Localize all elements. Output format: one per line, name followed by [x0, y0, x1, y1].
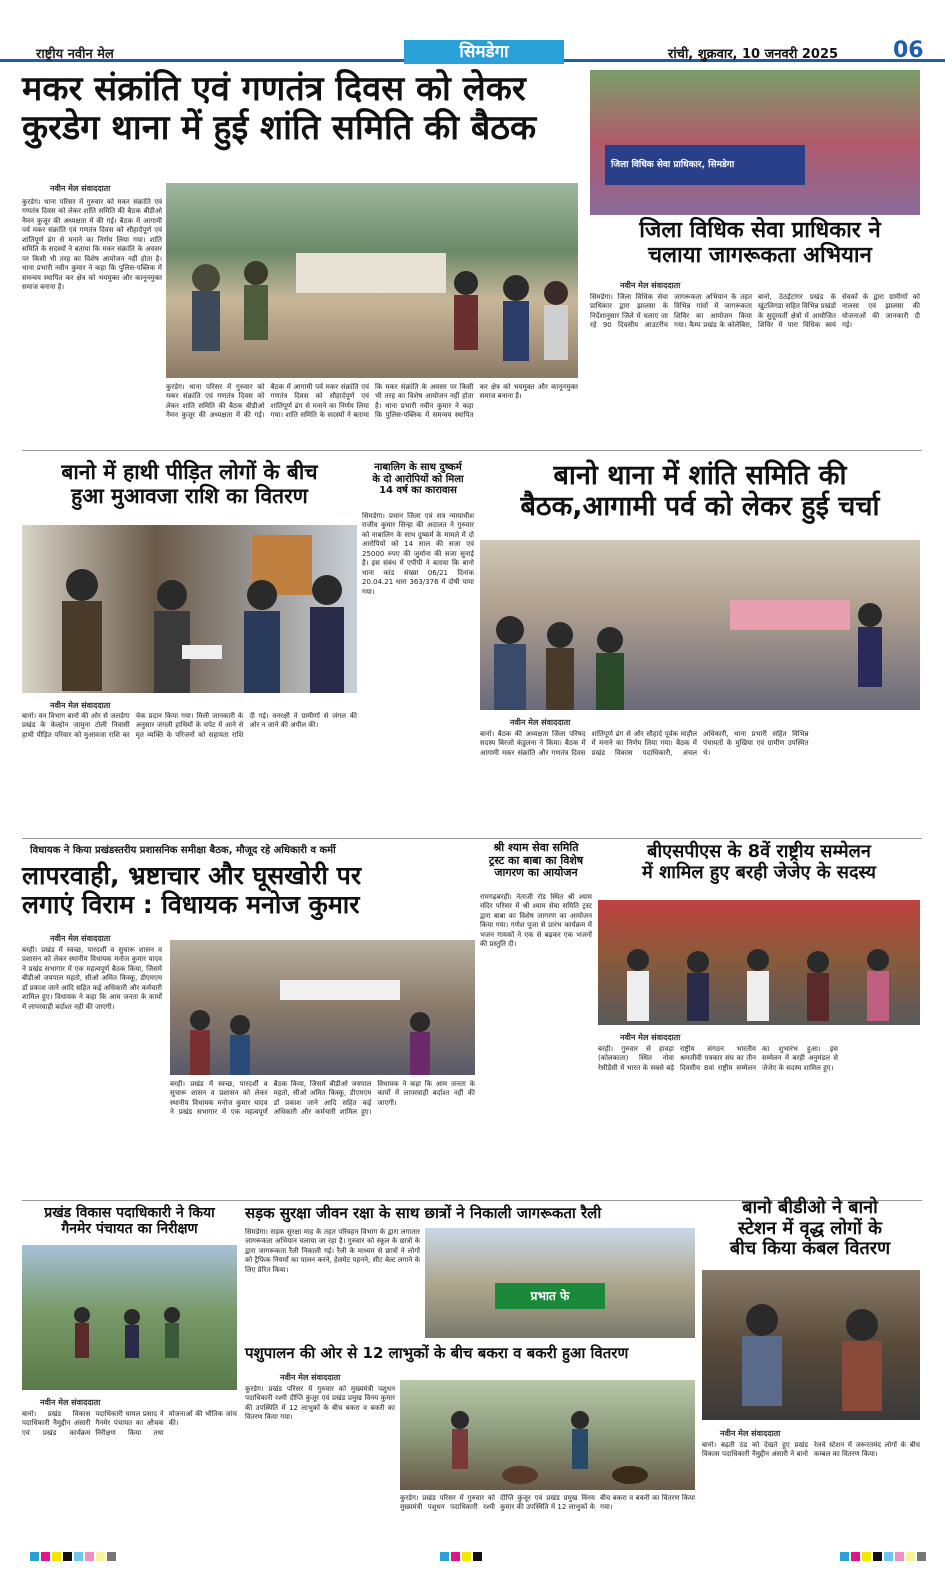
- kambal-photo: [702, 1270, 920, 1420]
- nabalig-headline-line3: 14 वर्ष का कारावास: [379, 485, 457, 496]
- bsps-headline-line2: में शामिल हुए बरही जेजेए के सदस्य: [642, 861, 876, 883]
- bano-hathi-headline-line2: हुआ मुआवजा राशि का वितरण: [71, 484, 308, 509]
- bano-shanti-photo: [480, 540, 920, 710]
- vidhik-body: सिमडेगा। जिला विधिक सेवा प्राधिकार द्वारा झालसा के निर्देशानुसार जिले में चलाए जा रहे 90 दिवसीय आउटरीच जागरूकता अभियान के तहत विभिन्न गांवों में जागरूकता शिविर का आयोजन किया गया। कैम्प प्रखंड के कोलेबिरा, बानो, ठेठईटांगर प्रखंड के खुंटलिगडा सहित विभिन्न प्रखंडों के सुदूरवर्ती क्षेत्रों में आयोजित शिविर में पारा विधिक स्वयं सेवकों के द्वारा ग्रामीणों को नालसा एवं झालसा की योजनाओं की जानकारी दी गई।: [590, 293, 920, 330]
- sadak-headline: सड़क सुरक्षा जीवन रक्षा के साथ छात्रों ने निकाली जागरूकता रैली: [245, 1204, 602, 1222]
- divider: [22, 450, 922, 451]
- sadak-photo: [425, 1228, 695, 1338]
- color-swatch: [862, 1552, 871, 1561]
- kurdeg-byline: नवीन मेल संवाददाता: [50, 184, 111, 193]
- gainmer-headline-line1: प्रखंड विकास पदाधिकारी ने किया: [44, 1205, 215, 1221]
- vidhayak-headline-line2: लगाएं विराम : विधायक मनोज कुमार: [22, 889, 360, 919]
- vidhik-headline: [600, 218, 920, 269]
- pashupalan-body-cont: कुरडेग। प्रखंड परिसर में गुरुवार को मुख्यमंत्री पशुधन पदाधिकारी रश्मी दीप्ति कुंजूर एवं प्रखंड प्रमुख विनय कुमार की उपस्थिति में 12 लाभुकों के बीच बकरा व बकरी का वितरण किया गया।: [400, 1494, 695, 1512]
- pashupalan-photo: [400, 1380, 695, 1490]
- sant-headline-line3: जागरण का आयोजन: [494, 866, 578, 880]
- bano-shanti-byline: नवीन मेल संवाददाता: [510, 718, 571, 727]
- dateline: रांची, शुक्रवार, 10 जनवरी 2025: [668, 47, 839, 62]
- kurdeg-headline-line1: मकर संक्रांति एवं गणतंत्र दिवस को लेकर: [22, 69, 526, 109]
- pashupalan-headline: पशुपालन की ओर से 12 लाभुकों के बीच बकरा व बकरी हुआ वितरण: [245, 1344, 629, 1362]
- vidhayak-byline: नवीन मेल संवाददाता: [50, 934, 111, 943]
- color-swatch: [63, 1552, 72, 1561]
- kambal-headline-line1: बानो बीडीओ ने बानो: [742, 1197, 878, 1218]
- color-swatch: [30, 1552, 39, 1561]
- color-swatch: [840, 1552, 849, 1561]
- bano-shanti-headline-line2: बैठक,आगामी पर्व को लेकर हुई चर्चा: [520, 491, 880, 523]
- vidhayak-body-cont: बरही। प्रखंड में स्वच्छ, पारदर्शी व सुचारू शासन व प्रशासन को लेकर स्थानीय विधायक मनोज कुमार यादव ने प्रखंड सभागार में एक महत्वपूर्ण बैठक किया, जिसमें बीडीओ जयपाल महतो, सीओ अमित किस्कू, डीएमएम डॉ प्रकाश जाने आदि सहित कई अधिकारी और कर्मचारी शामिल हुए। विधायक ने कहा कि आम जनता के कार्यों में लापरवाही बर्दाश्त नहीं की जाएगी।: [170, 1080, 475, 1117]
- gainmer-headline-line2: गैनमेर पंचायत का निरीक्षण: [61, 1221, 198, 1238]
- divider: [22, 838, 922, 839]
- kambal-headline: [700, 1198, 920, 1260]
- kambal-headline-line2: स्टेशन में वृद्ध लोगों के: [737, 1217, 882, 1239]
- color-swatch: [85, 1552, 94, 1561]
- compensation-photo-illustration: [22, 525, 357, 693]
- color-swatch: [906, 1552, 915, 1561]
- swatch-group-right: [840, 1550, 940, 1564]
- page-number: 06: [893, 38, 924, 63]
- color-swatch: [440, 1552, 449, 1561]
- bsps-body: बरही। गुरुवार से हावड़ा (कोलकाता) स्थित नोवा रेसीडेंसी में भारत के सबसे बड़े राष्ट्रीय संगठन भारतीय श्रमजीवी पत्रकार संघ का तीन दिवसीय 8वां राष्ट्रीय सम्मेलन का शुभारंभ हुआ। इस सम्मेलन में बरही अनुमंडल से जेजेए के सदस्य शामिल हुए।: [598, 1045, 838, 1072]
- vidhik-byline: नवीन मेल संवाददाता: [620, 281, 681, 290]
- color-swatch: [851, 1552, 860, 1561]
- bsps-headline: [598, 842, 920, 883]
- nabalig-body: सिमडेगा। प्रधान जिला एवं सत्र न्यायाधीश राजीव कुमार सिन्हा की अदालत ने गुरुवार को नाबालिग के साथ दुष्कर्म के मामले में दो आरोपियों को 14 साल की सजा एवं 25000 रुपए की जुर्माना की सजा सुनाई है। इस संबंध में एपीपी ने बताया कि बानो थाना कांड संख्या 06/21 दिनांक 20.04.21 धारा 363/376 में दोषी पाया गया।: [362, 512, 474, 596]
- bano-shanti-headline-line1: बानो थाना में शांति समिति की: [553, 460, 847, 491]
- conference-photo-illustration: [598, 900, 920, 1025]
- color-swatch: [884, 1552, 893, 1561]
- color-swatch: [473, 1552, 482, 1561]
- nabalig-headline-line1: नाबालिग के साथ दुष्कर्म: [374, 462, 462, 473]
- color-swatch: [462, 1552, 471, 1561]
- color-registration-footer: [0, 1550, 945, 1564]
- bano-hathi-headline: [22, 460, 357, 508]
- bano-shanti-headline: [480, 460, 920, 522]
- nabalig-headline: [362, 462, 474, 497]
- review-meeting-photo-illustration: [170, 940, 475, 1075]
- bsps-byline: नवीन मेल संवाददाता: [620, 1033, 681, 1042]
- bsps-headline-line1: बीएसपीएस के 8वें राष्ट्रीय सम्मेलन: [647, 841, 871, 862]
- sant-headline-line2: ट्रस्ट का बाबा का विशेष: [488, 853, 584, 867]
- kurdeg-body-cont: कुरडेग। थाना परिसर में गुरुवार को मकर संक्रांति एवं गणतंत्र दिवस को लेकर शांति समिति की बैठक बीडीओ नैमन कुजूर की अध्यक्षता में की गई। बैठक में आगामी पर्व मकर संक्रांति एवं गणतंत्र दिवस को सौहार्दपूर्ण एवं शांतिपूर्ण ढंग से मनाने का निर्णय लिया गया। शांति समिति के सदस्यों ने बताया कि मकर संक्रांति के अवसर पर किसी भी तरह का विशेष आयोजन नहीं होता है। थाना प्रभारी नवीन कुमार ने कहा कि पुलिस-पब्लिक में समन्वय स्थापित कर क्षेत्र को भयमुक्त और कानूनमुक्त समाज बनाना है।: [166, 383, 578, 420]
- peace-meeting-photo-illustration: [480, 540, 920, 710]
- sant-headline: [480, 842, 592, 880]
- kambal-byline: नवीन मेल संवाददाता: [720, 1429, 781, 1438]
- bano-hathi-byline: नवीन मेल संवाददाता: [50, 701, 111, 710]
- vidhayak-body: बरही। प्रखंड में स्वच्छ, पारदर्शी व सुचारू शासन व प्रशासन को लेकर स्थानीय विधायक मनोज कुमार यादव ने प्रखंड सभागार में एक महत्वपूर्ण बैठक किया, जिसमें बीडीओ जयपाल महतो, सीओ अमित किस्कू, डीएमएम डॉ प्रकाश जाने आदि सहित कई अधिकारी और कर्मचारी शामिल हुए। विधायक ने कहा कि आम जनता के कार्यों में लापरवाही बर्दाश्त नहीं की जाएगी।: [22, 946, 162, 1011]
- color-swatch: [74, 1552, 83, 1561]
- inspection-photo-illustration: [22, 1245, 237, 1390]
- bsps-photo: [598, 900, 920, 1025]
- kurdeg-headline: [22, 70, 582, 148]
- bano-hathi-headline-line1: बानो में हाथी पीड़ित लोगों के बीच: [61, 460, 318, 484]
- color-swatch: [107, 1552, 116, 1561]
- gainmer-photo: [22, 1245, 237, 1390]
- swatch-group-mid: [440, 1550, 520, 1564]
- color-swatch: [96, 1552, 105, 1561]
- blanket-distribution-photo-illustration: [702, 1270, 920, 1420]
- vidhayak-headline-line1: लापरवाही, भ्रष्टाचार और घूसखोरी पर: [22, 861, 362, 890]
- goat-distribution-photo-illustration: [400, 1380, 695, 1490]
- gainmer-body: बानो। प्रखंड विकास पदाधिकारी नैमुद्दीन अंसारी एवं प्रखंड कार्यक्रम पदाधिकारी घायल प्रसाद ने गैनमेर पंचायत का औचक निरीक्षण किया तथा योजनाओं की भौतिक जांच की।: [22, 1410, 237, 1437]
- bano-hathi-body: बानो। वन विभाग बानो की ओर से जलडेगा प्रखंड के केल्होन जामुना टोली निवासी हाथी पीड़ित परिवार को मुआवजा राशि का चेक प्रदान किया गया। मिली जानकारी के अनुसार जंगली हाथियों के चपेट में आने से मृत व्यक्ति के परिजनों को सहायता राशि दी गई। वनरक्षी ने ग्रामीणों से जंगल की ओर न जाने की अपील की।: [22, 712, 357, 739]
- color-swatch: [41, 1552, 50, 1561]
- pashupalan-body: कुरडेग। प्रखंड परिसर में गुरुवार को मुख्यमंत्री पशुधन पदाधिकारी रश्मी दीप्ति कुंजूर एवं प्रखंड प्रमुख विनय कुमार की उपस्थिति में 12 लाभुकों के बीच बकरा व बकरी का वितरण किया गया।: [245, 1385, 395, 1422]
- nabalig-headline-line2: के दो आरोपियों को मिला: [372, 473, 464, 485]
- sadak-body: सिमडेगा। सड़क सुरक्षा माह के तहत परिवहन विभाग के द्वारा लगातार जागरूकता अभियान चलाया जा रहा है। गुरुवार को स्कूल के छात्रों के द्वारा जागरूकता रैली निकाली गई। रैली के माध्यम से छात्रों ने लोगों को ट्रैफिक नियमों का पालन करने, हेलमेट पहनने, सीट बेल्ट लगाने के लिए प्रेरित किया।: [245, 1228, 420, 1274]
- kambal-body: बानो। बढ़ती ठंड को देखते हुए प्रखंड विकास पदाधिकारी नैमुद्दीन अंसारी ने बानो रेलवे स्टेशन में जरूरतमंद लोगों के बीच कम्बल का वितरण किया।: [702, 1441, 920, 1459]
- meeting-photo-illustration: [166, 183, 578, 378]
- color-swatch: [52, 1552, 61, 1561]
- kurdeg-body: कुरडेग। थाना परिसर में गुरुवार को मकर संक्रांति एवं गणतंत्र दिवस को लेकर शांति समिति की बैठक बीडीओ नैमन कुजूर की अध्यक्षता में की गई। बैठक में आगामी पर्व मकर संक्रांति एवं गणतंत्र दिवस को सौहार्दपूर्ण एवं शांतिपूर्ण ढंग से मनाने का निर्णय लिया गया। शांति समिति के सदस्यों ने बताया कि मकर संक्रांति के अवसर पर किसी भी तरह का विशेष आयोजन नहीं होता है। थाना प्रभारी नवीन कुमार ने कहा कि पुलिस-पब्लिक में समन्वय स्थापित कर क्षेत्र को भयमुक्त और कानूनमुक्त समाज बनाना है।: [22, 198, 162, 291]
- color-swatch: [917, 1552, 926, 1561]
- sadak-rally-banner: प्रभात फे: [495, 1283, 605, 1309]
- color-swatch: [895, 1552, 904, 1561]
- vidhik-photo: [590, 70, 920, 215]
- bano-shanti-body: बानो। बैठक की अध्यक्षता जिला परिषद सदस्य बिरजो कंडुलना ने किया। बैठक में आगामी मकर संक्रांति और गणतंत्र दिवस शांतिपूर्ण ढंग से और सौहार्द पूर्वक माहौल में मनाने का निर्णय लिया गया। बैठक में प्रखंड विकास पदाधिकारी, अंचल अधिकारी, थाना प्रभारी सहित विभिन्न पंचायतों के मुखिया एवं ग्रामीण उपस्थित थे।: [480, 730, 809, 757]
- paper-name: राष्ट्रीय नवीन मेल: [36, 47, 114, 62]
- vidhayak-photo: [170, 940, 475, 1075]
- gainmer-headline: [22, 1205, 237, 1237]
- kurdeg-photo: [166, 183, 578, 378]
- color-swatch: [873, 1552, 882, 1561]
- sant-body: रामगढ़बरही। नेताजी रोड स्थित श्री श्याम मंदिर परिसर में श्री श्याम सेवा समिति ट्रस्ट द्वारा बाबा का विशेष जागरण का आयोजन किया गया। गणेश पूजा से प्रारंभ कार्यक्रम में भजन गायकों ने एक से बढ़कर एक भजनों की प्रस्तुति दी।: [480, 893, 592, 949]
- vidhik-headline-line1: जिला विधिक सेवा प्राधिकार ने: [639, 218, 881, 243]
- swatch-group-left: [30, 1550, 130, 1564]
- vidhayak-headline: [22, 862, 477, 920]
- bano-hathi-photo: [22, 525, 357, 693]
- color-swatch: [451, 1552, 460, 1561]
- vidhik-photo-banner: जिला विधिक सेवा प्राधिकार, सिमडेगा: [605, 145, 805, 185]
- sant-headline-line1: श्री श्याम सेवा समिति: [493, 841, 579, 854]
- pashupalan-byline: नवीन मेल संवाददाता: [280, 1373, 341, 1382]
- gainmer-byline: नवीन मेल संवाददाता: [40, 1398, 101, 1407]
- vidhayak-kicker: विधायक ने किया प्रखंडस्तरीय प्रशासनिक समीक्षा बैठक, मौजूद रहे अधिकारी व कर्मी: [30, 845, 336, 856]
- kambal-headline-line3: बीच किया कंबल वितरण: [729, 1238, 891, 1260]
- section-label: सिमडेगा: [404, 40, 564, 64]
- vidhik-headline-line2: चलाया जागरूकता अभियान: [648, 243, 872, 269]
- kurdeg-headline-line2: कुरडेग थाना में हुई शांति समिति की बैठक: [22, 108, 537, 149]
